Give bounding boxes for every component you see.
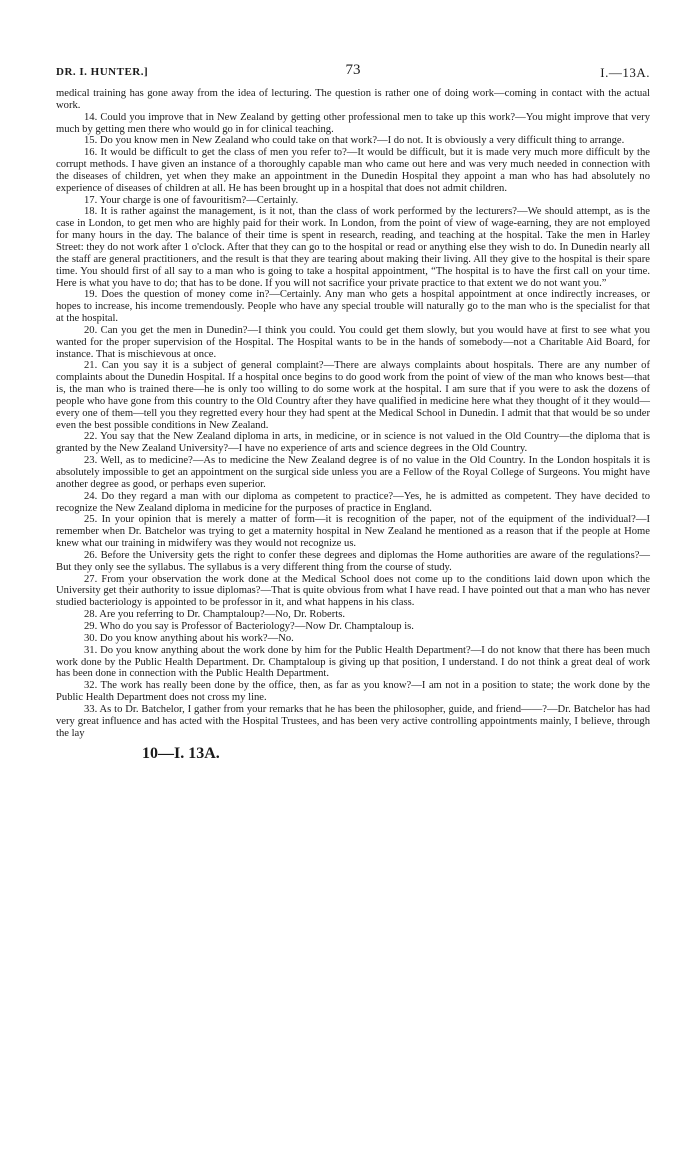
question-33: 33. As to Dr. Batchelor, I gather from your remarks that he has been the philosopher, guide, and friend——?—Dr. Batchelor has had very great influence and has acted with the Hospital Trustees, and has been very active controlling appointments mainly, I believe, through the lay xyxy=(56,703,650,739)
question-20: 20. Can you get the men in Dunedin?—I think you could. You could get them slowly, but you would have at first to see what you wanted for the proper supervision of the Hospital. The Hospital wants to be in the hands of somebody—not a Charitable Aid Board, for instance. That is mischievous at once. xyxy=(56,324,650,360)
question-23: 23. Well, as to medicine?—As to medicine the New Zealand degree is of no value in the Old Country. In the London hospitals it is absolutely impossible to get an appointment on the surgical side unless you are a Fellow of the Royal College of Surgeons. You might have another degree as good, or perhaps even superior. xyxy=(56,455,650,490)
header-witness-name: DR. I. HUNTER.] xyxy=(56,66,149,78)
question-32: 32. The work has really been done by the office, then, as far as you know?—I am not in a position to state; the work done by the Public Health Department does not cross my line. xyxy=(56,680,650,704)
question-16: 16. It would be difficult to get the class of men you refer to?—It would be difficult, but it is made very much more difficult by the corrupt methods. I have given an instance of a thoroughly capable man who came out here and was very much needed in connection with the diseases of children, yet when they make an appointment in the Dunedin Hospital they appoint a man who has had absolutely no experience of diseases of children at all. He has been brought up in a hospital that does not admit children. xyxy=(56,147,650,194)
question-30: 30. Do you know anything about his work?—No. xyxy=(84,632,294,644)
question-31: 31. Do you know anything about the work done by him for the Public Health Department?—I do not know that there has been much work done by the Public Health Department. Dr. Champtaloup is giving up that position, I understand. I do not think a great deal of work has been done in connection with the Public Health Department. xyxy=(56,644,650,680)
question-24: 24. Do they regard a man with our diploma as competent to practice?—Yes, he is admitted as competent. They have decided to recognize the New Zealand diploma in medicine for the purposes of practice in England. xyxy=(56,490,650,514)
question-25: 25. In your opinion that is merely a matter of form—it is recognition of the paper, not of the equipment of the individual?—I remember when Dr. Batchelor was trying to get a maternity hospital in New Zealand he mentioned as a reason that if the people at Home knew what our training in midwifery was they would not recognize us. xyxy=(56,514,650,550)
question-14: 14. Could you improve that in New Zealand by getting other professional men to take up this work?—You might improve that very much by getting men there who would go in for clinical teaching. xyxy=(56,111,650,135)
question-22: 22. You say that the New Zealand diploma in arts, in medicine, or in science is not valued in the Old Country—the diploma that is granted by the New Zealand University?—I have no experience of arts and science degrees in the Old Country. xyxy=(56,431,650,455)
page-footer-signature: 10—I. 13A. xyxy=(142,745,220,763)
page-header xyxy=(56,62,650,88)
question-26: 26. Before the University gets the right to confer these degrees and diplomas the Home authorities are aware of the regulations?—But they only see the syllabus. The syllabus is a very different thing from the course of study. xyxy=(56,549,650,573)
paragraph-continuation: medical training has gone away from the idea of lecturing. The question is rather one of doing work—coming in contact with the actual work. xyxy=(56,88,650,111)
question-28: 28. Are you referring to Dr. Champtaloup?—No, Dr. Roberts. xyxy=(84,609,345,621)
question-15: 15. Do you know men in New Zealand who could take on that work?—I do not. It is obviously a very difficult thing to arrange. xyxy=(84,135,625,147)
question-19: 19. Does the question of money come in?—Certainly. Any man who gets a hospital appointment at once indirectly increases, or hopes to increase, his income tremendously. People who have any special trouble will naturally go to the man who is the specialist for that at the hospital. xyxy=(56,289,650,325)
question-27: 27. From your observation the work done at the Medical School does not come up to the conditions laid down upon which the University get their authority to issue diplomas?—That is quite obvious from what I have read. I have pointed out that a man who has never studied bacteriology is appointed to be professor in it, and what happens in his class. xyxy=(56,573,650,609)
question-29: 29. Who do you say is Professor of Bacteriology?—Now Dr. Champtaloup is. xyxy=(84,620,414,632)
page-number: 73 xyxy=(345,62,361,78)
question-21: 21. Can you say it is a subject of general complaint?—There are always complaints about hospitals. There are any number of complaints about the Dunedin Hospital. If a hospital once begins to do good work from the point of view of the man who knows best—that is, the man who is trained there—he is only too willing to do some work at the hospital. I am sure that if you were to ask the dozens of people who have gone from this country to the Old Country after they have qualified in medicine here what they thought of it they would—every one of them—tell you they regretted every hour they had spent at the Medical School in Dunedin. I admit that that would be so under even the best possible conditions in New Zealand. xyxy=(56,360,650,431)
header-paper-reference: I.—13A. xyxy=(600,65,650,80)
question-18: 18. It is rather against the management, is it not, than the class of work performed by the lecturers?—We should attempt, as is the case in London, to get men who are highly paid for their work. In London, from the point of view of wage-earning, they are not employed for many hours in the day. The balance of their time is spent in research, reading, and teaching at the hospital. Take the men in Harley Street: they do not work after 1 o'clock. After that they can go to the hospital or read or anything else they wish to do. In Dunedin nearly all the staff are general practitioners, and the result is that they are tearing about making their living. All they give to the hospital is their spare time. You should first of all say to a man who is going to take a hospital appointment, “The hospital is to have the first call on your time. Here is what you have to do; that has to be done. If you will not sacrifice your private practice to that extent we do not want you.” xyxy=(56,206,650,289)
page-body xyxy=(56,88,650,739)
question-17: 17. Your charge is one of favouritism?—Certainly. xyxy=(84,194,299,206)
